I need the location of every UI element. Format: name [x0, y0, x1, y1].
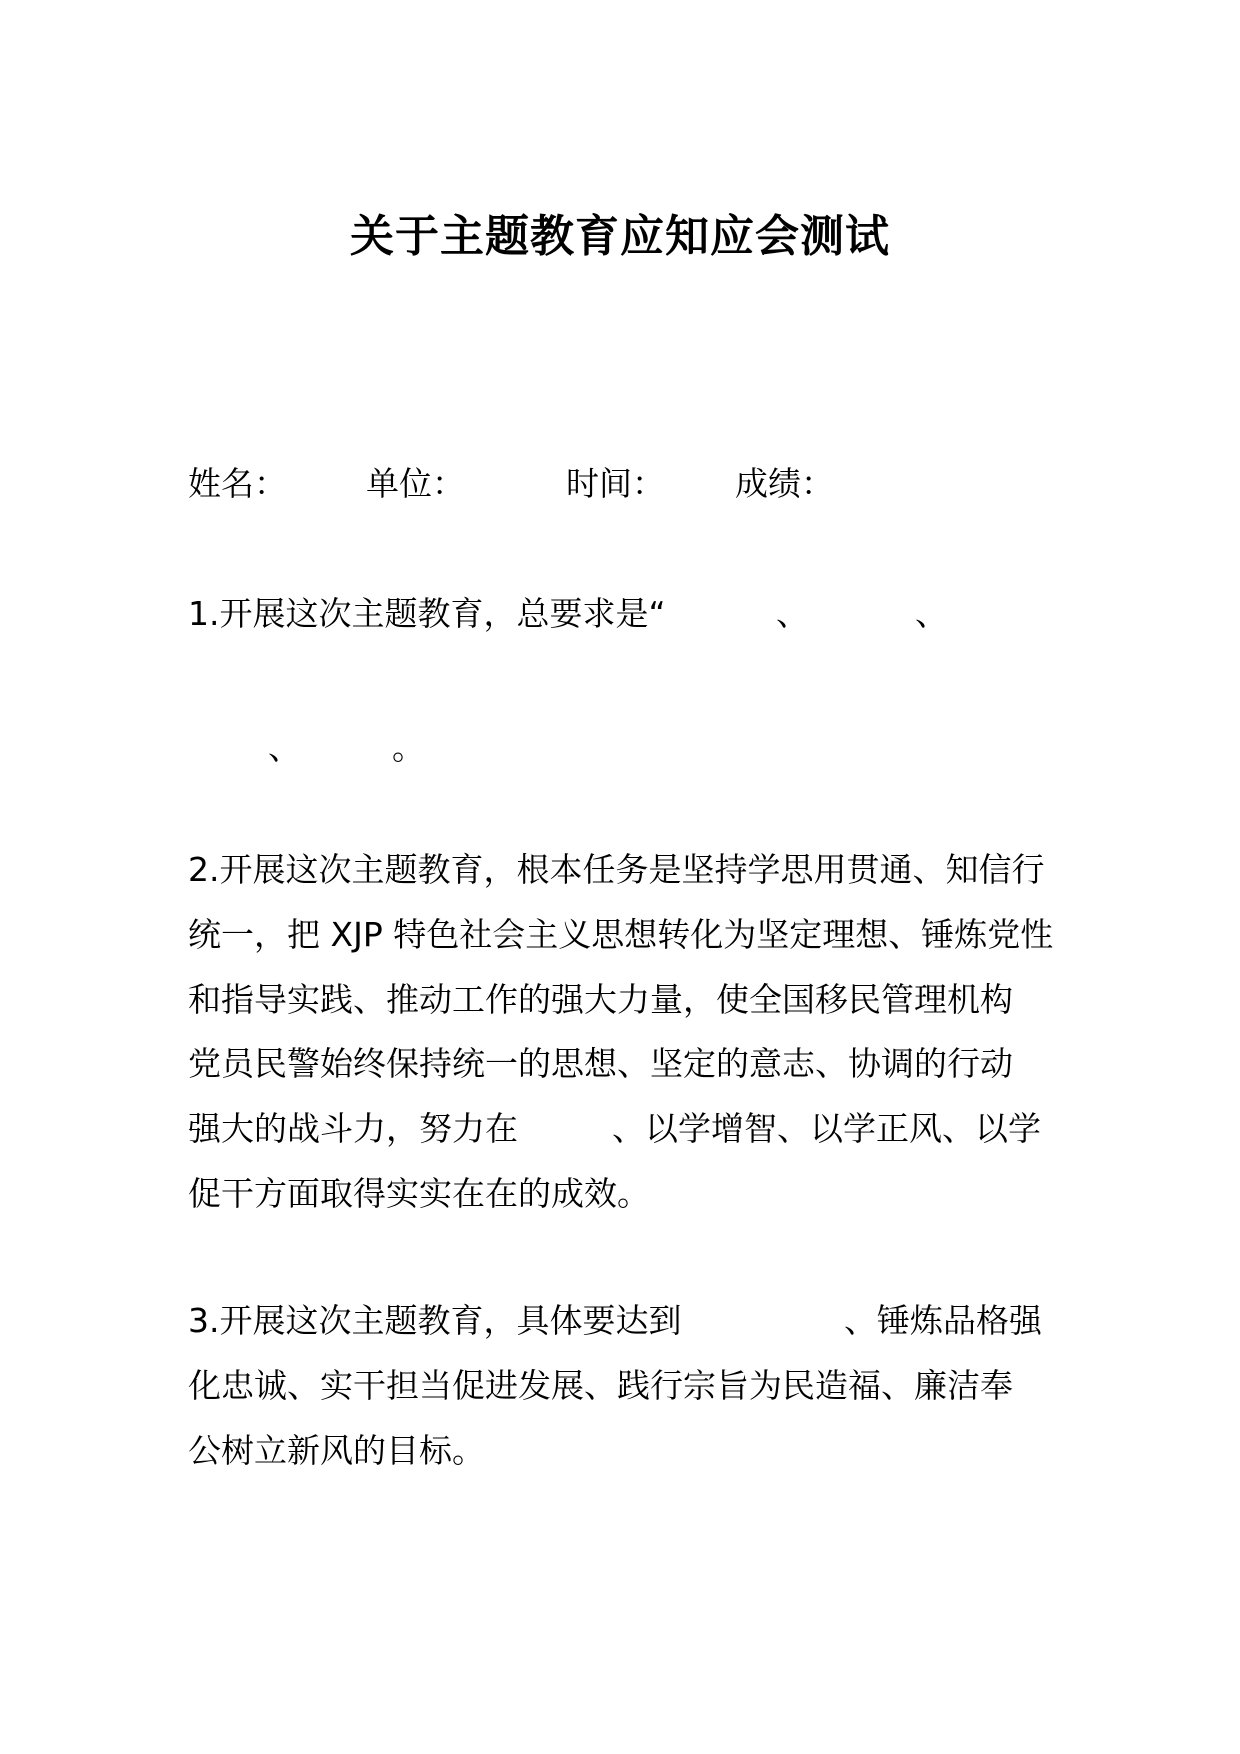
unit-label: 单位： — [366, 464, 465, 503]
question-2-line-5b: 、以学增智、以学正风、以学 — [612, 1109, 1041, 1148]
question-3-line-1a: 3.开展这次主题教育，具体要达到 — [188, 1301, 682, 1340]
question-2-line-3: 和指导实践、推动工作的强大力量，使全国移民管理机构 — [188, 980, 1013, 1019]
question-1-separator-2: 、 — [915, 594, 948, 633]
time-label: 时间： — [566, 464, 665, 503]
question-2-line-2: 统一，把 XJP 特色社会主义思想转化为坚定理想、锤炼党性 — [188, 915, 1054, 954]
question-3-line-1b: 、锤炼品格强 — [844, 1301, 1042, 1340]
question-1-period: 。 — [392, 728, 425, 767]
question-2-line-1: 2.开展这次主题教育，根本任务是坚持学思用贯通、知信行 — [188, 850, 1045, 889]
name-label: 姓名： — [188, 464, 287, 503]
document-title: 关于主题教育应知应会测试 — [350, 211, 890, 262]
question-3-line-3: 公树立新风的目标。 — [188, 1431, 485, 1470]
question-1-separator-1: 、 — [776, 594, 809, 633]
question-1-line-1: 1.开展这次主题教育，总要求是“ — [188, 594, 666, 633]
question-2-line-6: 促干方面取得实实在在的成效。 — [188, 1174, 650, 1213]
question-2-line-5a: 强大的战斗力，努力在 — [188, 1109, 518, 1148]
question-3-line-2: 化忠诚、实干担当促进发展、践行宗旨为民造福、廉洁奉 — [188, 1366, 1013, 1405]
question-1-separator-3: 、 — [268, 728, 301, 767]
score-label: 成绩： — [735, 464, 834, 503]
question-2-line-4: 党员民警始终保持统一的思想、坚定的意志、协调的行动 — [188, 1044, 1013, 1083]
